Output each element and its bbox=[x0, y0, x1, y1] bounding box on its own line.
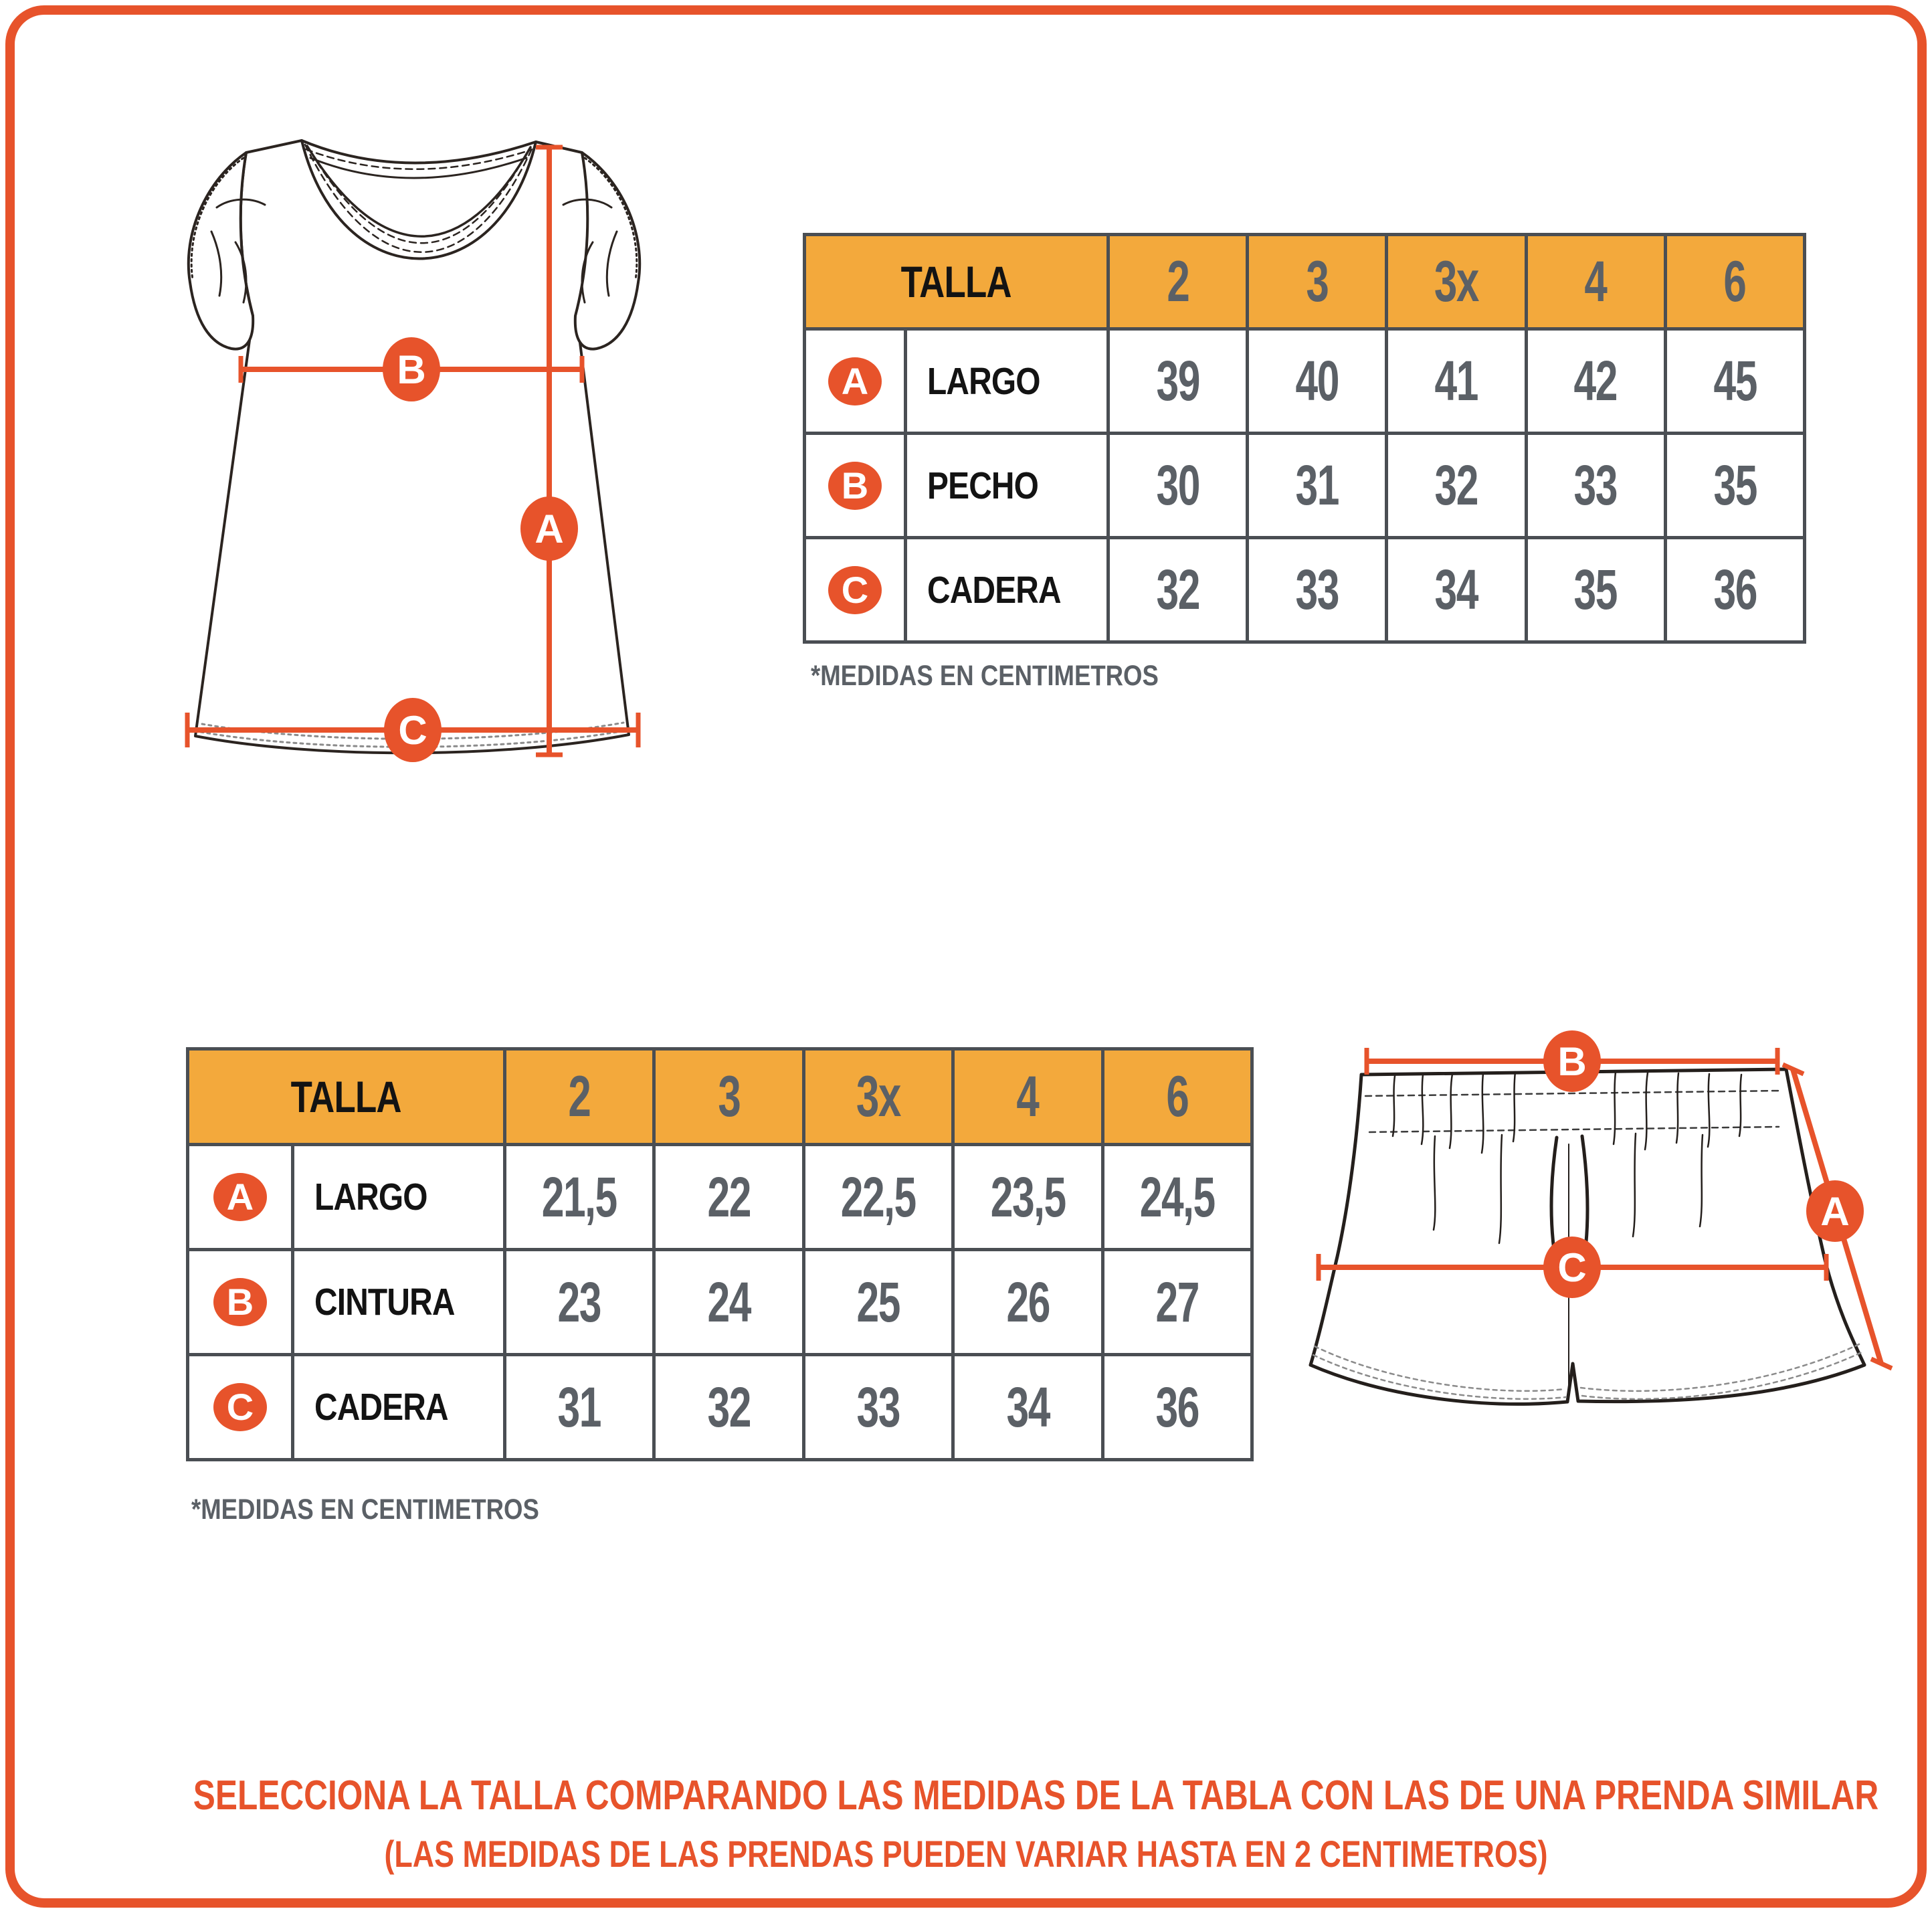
row-label-cell: CINTURA bbox=[294, 1251, 503, 1353]
value-cell: 21,5 bbox=[506, 1146, 652, 1248]
value-cell: 41 bbox=[1388, 331, 1524, 432]
row-label-cell: PECHO bbox=[907, 435, 1106, 536]
measure-badge-b bbox=[1543, 1030, 1601, 1092]
row-badge-cell bbox=[806, 331, 904, 432]
footer-instruction: SELECCIONA LA TALLA COMPARANDO LAS MEDIDAS DE LA TABLA CON LAS DE UNA PRENDA SIMILAR bbox=[193, 1772, 1879, 1819]
value-cell: 27 bbox=[1104, 1251, 1250, 1353]
svg-text:A: A bbox=[535, 507, 564, 551]
badge-c: C bbox=[828, 566, 882, 614]
measurements-note-top: *MEDIDAS EN CENTIMETROS bbox=[811, 660, 1159, 692]
value-cell: 24 bbox=[656, 1251, 801, 1353]
row-badge-cell bbox=[806, 435, 904, 536]
svg-text:C: C bbox=[398, 708, 427, 753]
value-cell: 32 bbox=[656, 1356, 801, 1458]
value-cell: 23 bbox=[506, 1251, 652, 1353]
measure-badge-c bbox=[1543, 1237, 1601, 1298]
size-header-cell: 3x bbox=[1388, 236, 1524, 327]
badge-b: B bbox=[213, 1278, 267, 1326]
measure-badge-a bbox=[1806, 1180, 1864, 1242]
size-header-cell: 4 bbox=[955, 1051, 1100, 1143]
badge-c: C bbox=[213, 1383, 267, 1431]
row-badge-cell bbox=[806, 539, 904, 640]
value-cell: 34 bbox=[955, 1356, 1100, 1458]
value-cell: 33 bbox=[1528, 435, 1664, 536]
badge-b: B bbox=[828, 462, 882, 510]
value-cell: 32 bbox=[1388, 435, 1524, 536]
svg-text:A: A bbox=[1820, 1189, 1850, 1234]
value-cell: 35 bbox=[1528, 539, 1664, 640]
svg-text:C: C bbox=[1557, 1245, 1587, 1290]
measure-badge-a bbox=[520, 496, 578, 561]
size-header-cell: 4 bbox=[1528, 236, 1664, 327]
size-header-cell: 6 bbox=[1104, 1051, 1250, 1143]
measurements-note-bottom: *MEDIDAS EN CENTIMETROS bbox=[191, 1493, 539, 1526]
top-garment-illustration bbox=[161, 100, 656, 776]
blouse-body-outline bbox=[195, 141, 629, 753]
value-cell: 30 bbox=[1110, 435, 1246, 536]
size-header-cell: 3 bbox=[1249, 236, 1385, 327]
size-table-bottom bbox=[186, 1047, 1254, 1461]
size-header-label-cell: TALLA bbox=[189, 1051, 503, 1143]
row-badge-cell bbox=[189, 1146, 291, 1248]
badge-a: A bbox=[213, 1173, 267, 1221]
value-cell: 42 bbox=[1528, 331, 1664, 432]
row-badge-cell bbox=[189, 1356, 291, 1458]
badge-a: A bbox=[828, 357, 882, 405]
value-cell: 34 bbox=[1388, 539, 1524, 640]
measure-badge-b bbox=[383, 337, 440, 401]
value-cell: 22 bbox=[656, 1146, 801, 1248]
row-label-cell: LARGO bbox=[907, 331, 1106, 432]
row-label-cell: CADERA bbox=[907, 539, 1106, 640]
value-cell: 32 bbox=[1110, 539, 1246, 640]
value-cell: 22,5 bbox=[805, 1146, 951, 1248]
value-cell: 25 bbox=[805, 1251, 951, 1353]
value-cell: 45 bbox=[1667, 331, 1803, 432]
value-cell: 35 bbox=[1667, 435, 1803, 536]
row-badge-cell bbox=[189, 1251, 291, 1353]
value-cell: 40 bbox=[1249, 331, 1385, 432]
value-cell: 33 bbox=[805, 1356, 951, 1458]
value-cell: 36 bbox=[1667, 539, 1803, 640]
value-cell: 24,5 bbox=[1104, 1146, 1250, 1248]
svg-text:B: B bbox=[397, 347, 426, 392]
value-cell: 23,5 bbox=[955, 1146, 1100, 1248]
value-cell: 39 bbox=[1110, 331, 1246, 432]
value-cell: 31 bbox=[506, 1356, 652, 1458]
size-header-label-cell: TALLA bbox=[806, 236, 1106, 327]
shorts-illustration bbox=[1294, 1029, 1907, 1497]
size-header-cell: 2 bbox=[506, 1051, 652, 1143]
size-header-cell: 3x bbox=[805, 1051, 951, 1143]
value-cell: 36 bbox=[1104, 1356, 1250, 1458]
svg-text:B: B bbox=[1557, 1039, 1587, 1084]
size-table-top bbox=[803, 233, 1806, 644]
size-header-cell: 2 bbox=[1110, 236, 1246, 327]
size-header-cell: 3 bbox=[656, 1051, 801, 1143]
measure-badge-c bbox=[384, 698, 442, 762]
value-cell: 33 bbox=[1249, 539, 1385, 640]
footer-disclaimer: (LAS MEDIDAS DE LAS PRENDAS PUEDEN VARIAR HASTA EN 2 CENTIMETROS) bbox=[384, 1833, 1548, 1875]
row-label-cell: CADERA bbox=[294, 1356, 503, 1458]
size-header-cell: 6 bbox=[1667, 236, 1803, 327]
row-label-cell: LARGO bbox=[294, 1146, 503, 1248]
value-cell: 26 bbox=[955, 1251, 1100, 1353]
value-cell: 31 bbox=[1249, 435, 1385, 536]
